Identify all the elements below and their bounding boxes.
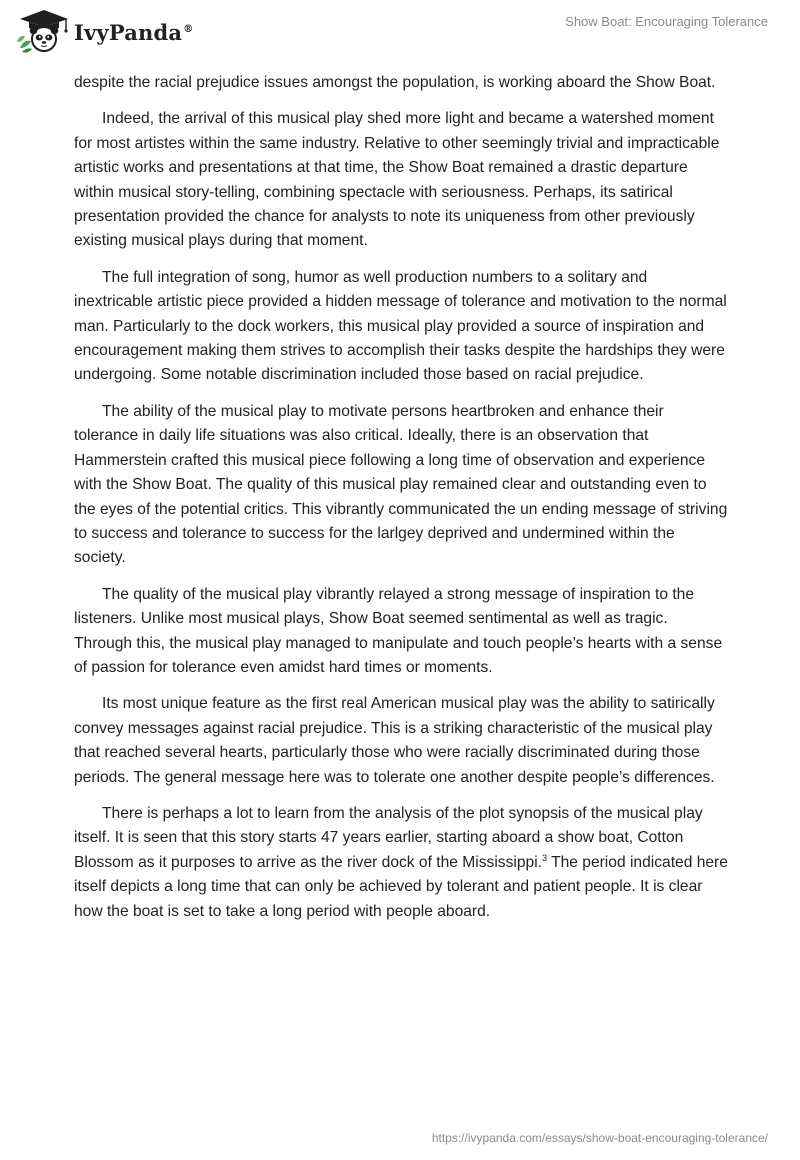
paragraph: The quality of the musical play vibrantly relayed a strong message of inspiration to the listeners. Unlike most musical plays, Show Boat seemed sentimental as well as tragic. Through this, the musical play managed to manipulate and touch people’s hearts with a sense of passion for tolerance even amidst hard times or moments.	[74, 585, 723, 676]
paragraph-text: There is perhaps a lot to learn from the analysis of the plot synopsis of the musical play itself. It is seen that this story starts 47 years earlier, starting aboard a show boat, Cotton Blossom as it purposes to arrive as the river dock of the Mississippi.	[74, 804, 703, 871]
registered-mark: ®	[183, 23, 194, 35]
ivypanda-logo[interactable]	[14, 8, 193, 54]
essay-body	[74, 71, 729, 936]
paragraph: Its most unique feature as the first real American musical play was the ability to satirically convey messages against racial prejudice. This is a striking characteristic of the musical play that reached several hearts, particularly those who were racially discriminated during those periods. The general message here was to tolerate one another despite people’s differences.	[74, 695, 715, 786]
page-header	[0, 0, 800, 60]
source-url[interactable]: https://ivypanda.com/essays/show-boat-encouraging-tolerance/	[431, 1131, 768, 1145]
footnote-reference[interactable]: 3	[542, 852, 548, 863]
paragraph: Indeed, the arrival of this musical play shed more light and became a watershed moment for most artistes within the same industry. Relative to other seemingly trivial and impracticable artistic works and presentations at that time, the Show Boat remained a drastic departure within musical story-telling, combining spectacle with seriousness. Perhaps, its satirical presentation provided the chance for analysts to note its uniqueness from other previously existing musical plays during that moment.	[74, 110, 720, 250]
document-title: Show Boat: Encouraging Tolerance	[565, 14, 768, 29]
paragraph: despite the racial prejudice issues amongst the population, is working aboard the Show Boat.	[74, 74, 716, 91]
panda-graduate-icon	[14, 8, 70, 54]
logo-text: IvyPanda®	[74, 19, 194, 45]
paragraph: The full integration of song, humor as well production numbers to a solitary and inextricable artistic piece provided a hidden message of tolerance and motivation to the normal man. Particularly to the dock workers, this musical play provided a source of inspiration and encouragement making them strives to accomplish their tasks despite the hardships they were undergoing. Some notable discrimination included those based on racial prejudice.	[74, 268, 727, 384]
paragraph: The ability of the musical play to motivate persons heartbroken and enhance their tolerance in daily life situations was also critical. Ideally, there is an observation that Hammerstein crafted this musical piece following a long time of observation and experience with the Show Boat. The quality of this musical play remained clear and outstanding even to the eyes of the potential critics. This vibrantly communicated the un ending message of striving to success and tolerance to success for the larlgey deprived and undermined within the society.	[74, 402, 728, 567]
paragraph	[74, 802, 729, 924]
paragraph-text: The period indicated here itself depicts a long time that can only be achieved by tolerant and patient people. It is clear how the boat is set to take a long period with people aboard.	[74, 853, 728, 920]
